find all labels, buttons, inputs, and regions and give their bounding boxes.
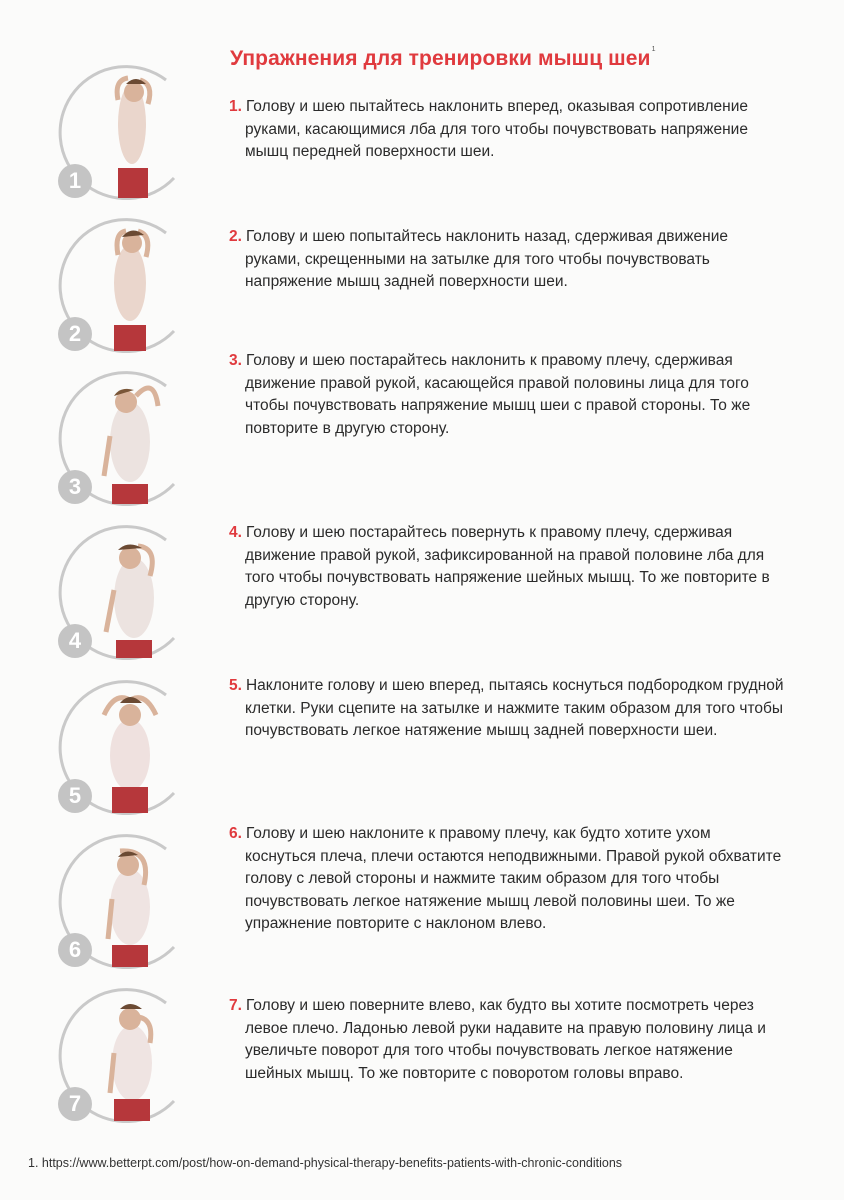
exercise-number-2: 2.: [229, 228, 242, 245]
page-title-text: Упражнения для тренировки мышц шеи: [230, 47, 651, 70]
exercise-number-6: 6.: [229, 825, 242, 842]
exercise-text-1: Голову и шею пытайтесь наклонить вперед, оказывая сопротивление руками, касающимися лба для того чтобы почувствовать напряжение мышц передней поверхности шеи.: [245, 98, 748, 160]
exercise-badge-6: 6: [58, 933, 92, 967]
exercise-item-6: [0, 825, 844, 979]
exercise-text-block-4: [229, 522, 785, 612]
exercise-number-5: 5.: [229, 677, 242, 694]
exercise-number-4: 4.: [229, 524, 242, 541]
exercise-item-3: [0, 352, 844, 516]
exercise-text-block-5: [229, 675, 785, 743]
exercise-item-1: [0, 60, 844, 210]
title-footnote-ref: 1: [651, 46, 656, 53]
exercise-text-7: Голову и шею поверните влево, как будто вы хотите посмотреть через левое плечо. Ладонью левой руки надавите на правую половину лица и увеличьте поворот для того чтобы почувствовать легкое натяжение шейных мышц. То же повторите с поворотом головы вправо.: [245, 997, 766, 1082]
exercise-number-1: 1.: [229, 98, 242, 115]
exercise-number-7: 7.: [229, 997, 242, 1014]
exercise-item-5: [0, 675, 844, 825]
exercise-item-2: [0, 213, 844, 363]
exercise-badge-3: 3: [58, 470, 92, 504]
exercise-number-3: 3.: [229, 352, 242, 369]
exercise-text-5: Наклоните голову и шею вперед, пытаясь коснуться подбородком грудной клетки. Руки сцепите на затылке и нажмите таким образом для того чтобы почувствовать легкое натяжение мышц задней поверхности шеи.: [245, 677, 784, 739]
exercise-illustration-5: [54, 675, 200, 815]
exercise-text-block-6: [229, 823, 785, 936]
exercise-illustration-4: [54, 520, 200, 660]
exercise-illustration-6: [54, 829, 200, 969]
exercise-text-block-7: [229, 995, 785, 1085]
exercise-text-block-2: [229, 226, 785, 294]
exercise-text-3: Голову и шею постарайтесь наклонить к правому плечу, сдерживая движение правой рукой, касающейся правой половины лица для того чтобы почувствовать напряжение мышц шеи с правой стороны. То же повторите в другую сторону.: [245, 352, 751, 437]
exercise-text-6: Голову и шею наклоните к правому плечу, как будто хотите ухом коснуться плеча, плечи остаются неподвижными. Правой рукой обхватите голову с левой стороны и нажмите таким образом для того чтобы почувствовать легкое натяжение мышц левой половины шеи. То же упражнение повторите с наклоном влево.: [245, 825, 782, 932]
exercise-badge-5: 5: [58, 779, 92, 813]
exercise-illustration-2: [54, 213, 200, 353]
exercise-badge-7: 7: [58, 1087, 92, 1121]
exercise-text-block-3: [229, 350, 785, 440]
source-footnote: 1. https://www.betterpt.com/post/how-on-demand-physical-therapy-benefits-patients-with-chronic-conditions: [28, 1156, 623, 1170]
exercise-text-2: Голову и шею попытайтесь наклонить назад, сдерживая движение руками, скрещенными на затылке для того чтобы почувствовать напряжение мышц задней поверхности шеи.: [245, 228, 729, 290]
exercise-badge-1: 1: [58, 164, 92, 198]
exercise-text-block-1: [229, 96, 785, 164]
exercise-illustration-3: [54, 366, 200, 506]
exercise-badge-4: 4: [58, 624, 92, 658]
exercise-text-4: Голову и шею постарайтесь повернуть к правому плечу, сдерживая движение правой рукой, зафиксированной на правой половине лба для того чтобы почувствовать напряжение шейных мышц. То же повторите в другую сторону.: [245, 524, 770, 609]
exercise-badge-2: 2: [58, 317, 92, 351]
exercise-illustration-7: [54, 983, 200, 1123]
exercise-item-7: [0, 983, 844, 1133]
exercise-item-4: [0, 520, 844, 670]
exercise-illustration-1: [54, 60, 200, 200]
